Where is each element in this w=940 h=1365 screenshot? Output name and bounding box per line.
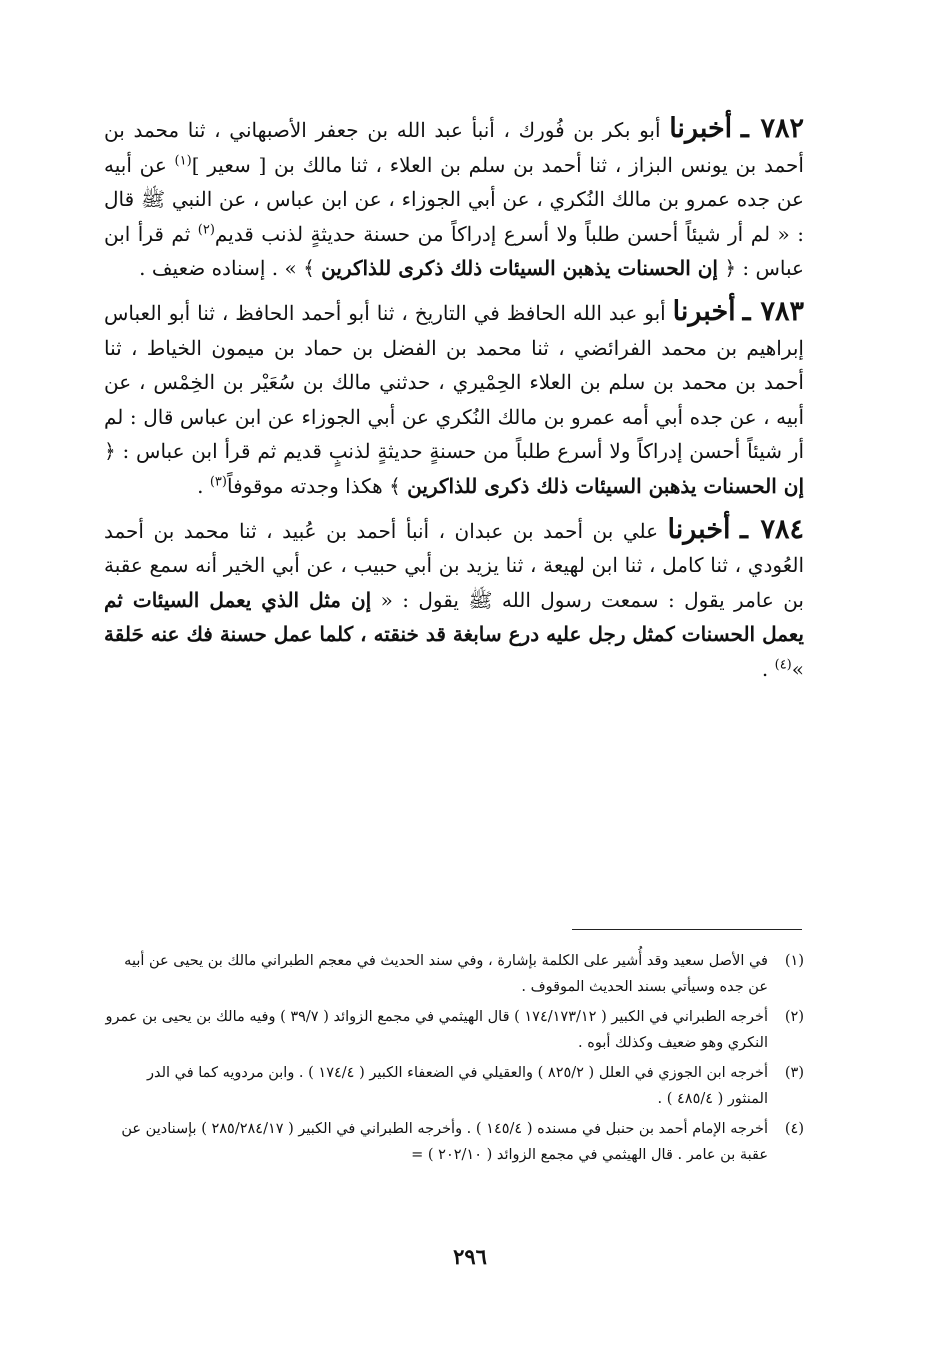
- footnotes: [104, 948, 804, 1172]
- hadith-782: [104, 112, 804, 286]
- footnote-number: (٣): [784, 1065, 804, 1081]
- quran-verse: إن الحسنات يذهبن السيئات ذلك ذكرى للذاكرين: [407, 473, 804, 498]
- footnote-ref[interactable]: (٤): [774, 657, 792, 673]
- footnote-number: (٤): [784, 1121, 804, 1137]
- hadith-text: علي بن أحمد بن عبدان ، أنبأ أحمد بن عُبيد ، ثنا محمد بن أحمد العُودي ، ثنا كامل ، ثنا ابن لهيعة ، ثنا يزيد بن أبي حبيب ، عن أبي الخير أنه سمع عقبة بن عامر يقول : سمعت رسول الله ﷺ يقول : «: [104, 518, 804, 612]
- footnote-ref[interactable]: (١): [174, 152, 192, 168]
- hadith-keyword: أخبرنا: [672, 295, 736, 327]
- hadith-text: ﴾ » . إسناده ضعيف .: [139, 256, 322, 281]
- hadith-text: أبو بكر بن فُورك ، أنبأ عبد الله بن جعفر الأصبهاني ، ثنا محمد بن أحمد بن يونس البزاز ، ثنا أحمد بن سلم بن العلاء ، ثنا مالك بن [ سعير ]: [104, 118, 804, 177]
- footnote-divider: [572, 929, 802, 930]
- footnote-2: [104, 1004, 804, 1056]
- footnote-1: [104, 948, 804, 1000]
- footnote-number: (١): [784, 953, 804, 969]
- hadith-text: ﴾ هكذا وجدته موقوفاً: [226, 473, 408, 498]
- footnote-text: أخرجه ابن الجوزي في العلل ( ٨٢٥/٢ ) والعقيلي في الضعفاء الكبير ( ١٧٤/٤ ) . وابن مردويه كما في الدر المنثور ( ٤٨٥/٤ ) .: [146, 1065, 768, 1107]
- hadith-keyword: أخبرنا: [669, 113, 733, 144]
- hadith-text: »: [791, 656, 804, 681]
- footnote-ref[interactable]: (٢): [197, 222, 215, 238]
- hadith-text: أبو عبد الله الحافظ في التاريخ ، ثنا أبو أحمد الحافظ ، ثنا أبو العباس إبراهيم بن محمد الفرائضي ، ثنا محمد بن الفضل بن حماد بن ميمون الخياط ، ثنا أحمد بن محمد بن سلم بن العلاء الحِمْيري ، حدثني مالك بن سُعَيْر بن الخِمْس ، عن أبيه ، عن جده أبي أمه عمرو بن مالك النُكري عن أبي الجوزاء عن ابن عباس قال : لم أر شيئاً أحسن إدراكاً ولا أسرع طلباً من حسنةٍ حديثةٍ لذنبٍ قديم ثم قرأ ابن عباس : ﴿: [104, 300, 804, 464]
- hadith-number: ٧٨٤ ـ: [740, 513, 804, 545]
- footnote-text: أخرجه الإمام أحمد بن حنبل في مسنده ( ١٤٥/٤ ) . وأخرجه الطبراني في الكبير ( ٢٨٥/٢٨٤/١٧ ) بإسنادين عن عقبة بن عامر . قال الهيثمي في مجمع الزوائد ( ٢٠٢/١٠ ) =: [121, 1121, 768, 1163]
- hadith-text: ثم قرأ ابن عباس : ﴿: [104, 221, 804, 281]
- footnote-text: أخرجه الطبراني في الكبير ( ١٧٤/١٧٣/١٢ ) قال الهيثمي في مجمع الزوائد ( ٣٩/٧ ) وفيه مالك بن يحيى بن عمرو النكري وهو ضعيف وكذلك أبوه .: [105, 1009, 768, 1051]
- hadith-number: ٧٨٢ ـ: [740, 113, 804, 144]
- page-number: ٢٩٦: [453, 1244, 487, 1269]
- hadith-keyword: أخبرنا: [667, 513, 731, 545]
- footnote-text: في الأصل سعيد وقد أُشير على الكلمة بإشارة ، وفي سند الحديث في معجم الطبراني مالك بن يحيى عن أبيه عن جده وسيأتي بسند الحديث الموقوف .: [124, 953, 768, 995]
- footnote-ref[interactable]: (٣): [209, 474, 227, 490]
- main-text: [104, 112, 804, 696]
- quran-verse: إن الحسنات يذهبن السيئات ذلك ذكرى للذاكرين: [321, 256, 718, 281]
- hadith-text: .: [197, 473, 210, 498]
- prophetic-quote: إن مثل الذي يعمل السيئات ثم يعمل الحسنات كمثل رجل عليه درع سابغة قد خنقته ، كلما عمل حسنة فك عنه حَلقة: [104, 587, 804, 647]
- footnote-3: [104, 1060, 804, 1112]
- hadith-784: [104, 513, 804, 687]
- hadith-number: ٧٨٣ ـ: [742, 295, 805, 327]
- footnote-4: [104, 1116, 804, 1168]
- hadith-text: .: [761, 656, 775, 681]
- hadith-783: [104, 295, 804, 504]
- footnote-number: (٢): [784, 1009, 804, 1025]
- hadith-text: عن أبيه عن جده عمرو بن مالك النُكري ، عن أبي الجوزاء ، عن ابن عباس ، عن النبي ﷺ قال : « لم أر شيئاً أحسن طلباً ولا أسرع إدراكاً من حسنة حديثةٍ لذنب قديم: [104, 152, 804, 246]
